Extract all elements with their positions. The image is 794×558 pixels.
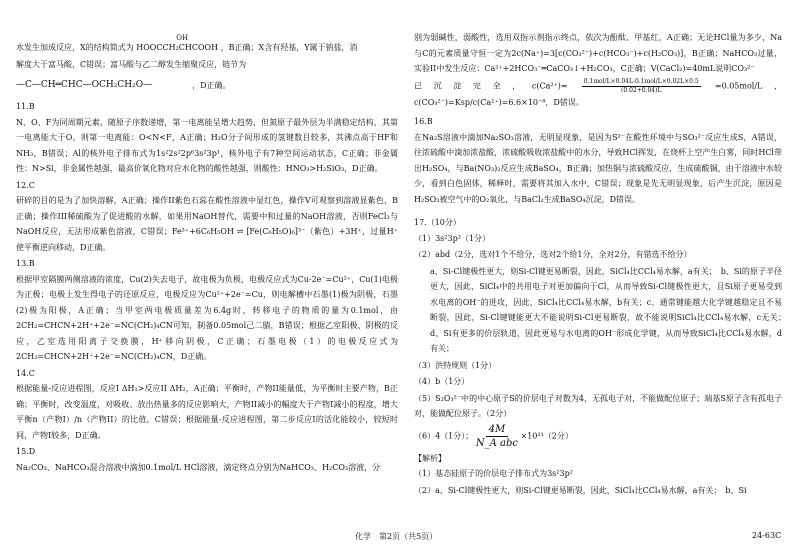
paragraph: 别为弱碱性，弱酸性，选用双指示剂指示终点，依次为酚酞、甲基红，A正确；无论HCl量为多少，Na与C的元素质量守恒一定为2c(Na⁺)=3[c(CO₃²⁻)+c(HCO₃⁻)+c(H₂CO₃)]，B正确；NaHCO₃过量，实验II中发生反应：Ca²⁺+2HCO₃⁻═CaCO₃↓+H₂CO₃，C正确；V(CaCl₂)=40mL说明CO₃²⁻ <box>414 33 782 73</box>
answer-item: （2）abd（2分，选对1个不给分，选对2个给1分，全对2分，有错选不给分） <box>414 250 692 259</box>
answer-heading: 15.D <box>16 447 36 456</box>
paragraph: 解度大于富马酸，C错误；富马酸与乙二醇发生缩聚反应，链节为 <box>16 59 247 69</box>
answer-heading: 14.C <box>16 368 35 378</box>
left-column <box>16 30 398 476</box>
answer-explanation: 根据甲室隔膜两侧溶液的浓度，Cu(2)失去电子，故电极为负极，电极反应式为Cu-2e⁻=Cu²⁺，Cu(1)电极为正极；电极上发生得电子的还原反应，电极反应为Cu²⁺+2e⁻=Cu，则电解槽中石墨(1)极为阴极，石墨(2)极为阳极，A正确；当甲室两电极质量差为6.4g时，转移电子的物质的量为0.1mol，由2CH₂=CHCN+2H⁺+2e⁻=NC(CH₂)₄CN可知，制备0.05mol己二腈，B错误；根据乙室阳极、阴极的反应，乙室选用阳离子交换膜，H⁺移向阴极，C正确；石墨电极（1）的电极反应式为2CH₂=CHCN+2H⁺+2e⁻=NC(CH₂)₄CN，D正确。 <box>16 274 398 361</box>
answer-item: （3）洪特规则（1分） <box>414 360 497 370</box>
page-number: 化学 第2页（共5页） <box>355 532 438 541</box>
answer-explanation: Na₂CO₃、NaHCO₃混合溶液中滴加0.1mol/L HCl溶液，滴定终点分别为NaHCO₃、H₂CO₃溶液，分 <box>16 462 381 472</box>
paragraph: 水发生加成反应，X的结构简式为 OH HOOCCH₂CHCOOH ，B正确；X含有羟基，Y属于钠盐，消 <box>16 40 398 56</box>
answer-item: （6）4（1分）； 4M N_A abc ×10²¹（2分） <box>414 423 573 449</box>
answer-heading: 12.C <box>16 180 35 190</box>
right-column <box>414 30 790 499</box>
answer-explanation: N、O、F为同周期元素，随原子序数递增，第一电离能呈增大趋势，但氮原子最外层为半满稳定结构，其第一电离能大于O，则第一电离能：O<N<F，A正确；H₂O分子间形成的氢键数目较多，其沸点高于HF和NH₃，B错误；Al的核外电子排布式为1s²2s²2p⁶3s²3p¹，核外电子有7种空间运动状态，C正确；非金属性：N>Si，非金属性越强，最高价氧化物对应水化物的酸性越强，则酸性：HNO₃>H₂SiO₃，D正确。 <box>16 117 398 173</box>
density-formula: 4M N_A abc <box>475 423 518 449</box>
answer-heading: 11.B <box>16 102 35 111</box>
analysis-item: （2）a、Si-Cl键极性更大，则Si-Cl键更易断裂，因此，SiCl₄比CCl₄易水解，a有关； b、Si <box>414 485 747 495</box>
paragraph: 已沉淀完全，c(Ca²⁺)= $\frac{\text{0.1mol/L×0.04L-0.1mol/L×0.02L×0.5}}{(0.02+0.04)L}$ =0.05mol/L，c(CO₃²⁻)=Ksp/c(Ca²⁺)=6.6×10⁻⁸，D错误。 <box>414 77 783 107</box>
answer-heading: 16.B <box>414 117 433 126</box>
analysis-item: （1）基态硅原子的价层电子排布式为3s²3p² <box>414 469 573 478</box>
analysis-heading: 【解析】 <box>414 453 446 463</box>
answer-item: （1）3s²3p²（1分） <box>414 233 490 243</box>
question-heading: 17.（10分） <box>414 218 461 227</box>
answer-item: （5）S₂O₃²⁻中的中心原子S的价层电子对数为4，无孤电子对，不能做配位原子；端基S原子含有孤电子对，能做配位原子。（2分） <box>414 393 782 418</box>
answer-item: （4）b（1分） <box>414 377 470 386</box>
polymer-structure: —C—CH═CHC—OCH₂CH₂O— ，D正确。 <box>16 80 231 91</box>
answer-detail: a、Si-Cl键极性更大，则Si-Cl键更易断裂，因此，SiCl₄比CCl₄易水解，a有关； b、Si的原子半径更大，因此，SiCl₄中的共用电子对更加偏向于Cl，从而导致Si-Cl键极性更大，且Si原子更易受到水电离的OH⁻的进攻，因此，SiCl₄比CCl₄易水解，b有关；c、通常键能越大化学键越稳定且不易断裂，因此，Si-Cl键键能更大不能说明Si-Cl更易断裂，故不能说明SiCl₄比CCl₄易水解，c无关； d、Si有更多的价层轨道，因此更易与水电离的OH⁻形成化学键，从而导致SiCl₄比CCl₄易水解，d有关； <box>430 266 790 353</box>
structural-formula: OH HOOCCH₂CHCOOH <box>136 34 219 52</box>
answer-explanation: 根据能量-反应进程图，反应I ΔH₁>反应II ΔH₂，A正确；平衡时，产物II能量低，为平衡时主要产物，B正确；平衡时，改变温度，对吸收、放出热量多的反应影响大，产物II减小的幅度大于产物I减小的程度，增大平衡n（产物I）/n（产物II）的比值，C错误；根据能量-反应进程图，第二步反应I的活化能较小，较短时间，产物I较多，D正确。 <box>16 384 398 440</box>
answer-explanation: 在Na₂S溶液中滴加Na₂SO₃溶液，无明显现象，是因为S²⁻在酸性环境中与SO₃²⁻反应生成S，A错误，往浓硫酸中滴加浓盐酸，浓硫酸吸收浓盐酸中的水分，导致HCl挥发，在烧杯上空产生白雾，同时HCl带出H₂SO₄，与Ba(NO₃)₂反应生成BaSO₄，B正确；加热铜与浓硫酸反应，生成硫酸铜，由于溶液中水较少，看到白色固体，稀释时，需要将其加入水中，C错误；现象是先无明显现象，后产生沉淀，原因是H₂SO₃被空气中的O₂氧化，与BaCl₂生成BaSO₄沉淀，D错误。 <box>414 132 782 204</box>
answer-explanation: 研碎的目的是为了加快溶解，A正确；操作II紫色石蕊在酸性溶液中显红色，操作V可观察到溶液显紫色，B正确；操作III稀硫酸为了促进酸的水解，如果用NaOH替代，需要中和过量的NaOH溶液，否则FeCl₃与NaOH反应，无法形成紫色溶液，C错误；Fe³⁺+6C₆H₅OH ⇌ [Fe(C₆H₅O)₆]³⁻（紫色）+3H⁺，过量H⁺使平衡逆向移动，D正确。 <box>16 196 398 252</box>
exam-code: 24-63C <box>752 531 782 540</box>
fraction: $\frac{\text{0.1mol/L×0.04L-0.1mol/L×0.02L×0.5}}{(0.02+0.04)L}$ <box>583 77 699 94</box>
answer-heading: 13.B <box>16 259 35 268</box>
